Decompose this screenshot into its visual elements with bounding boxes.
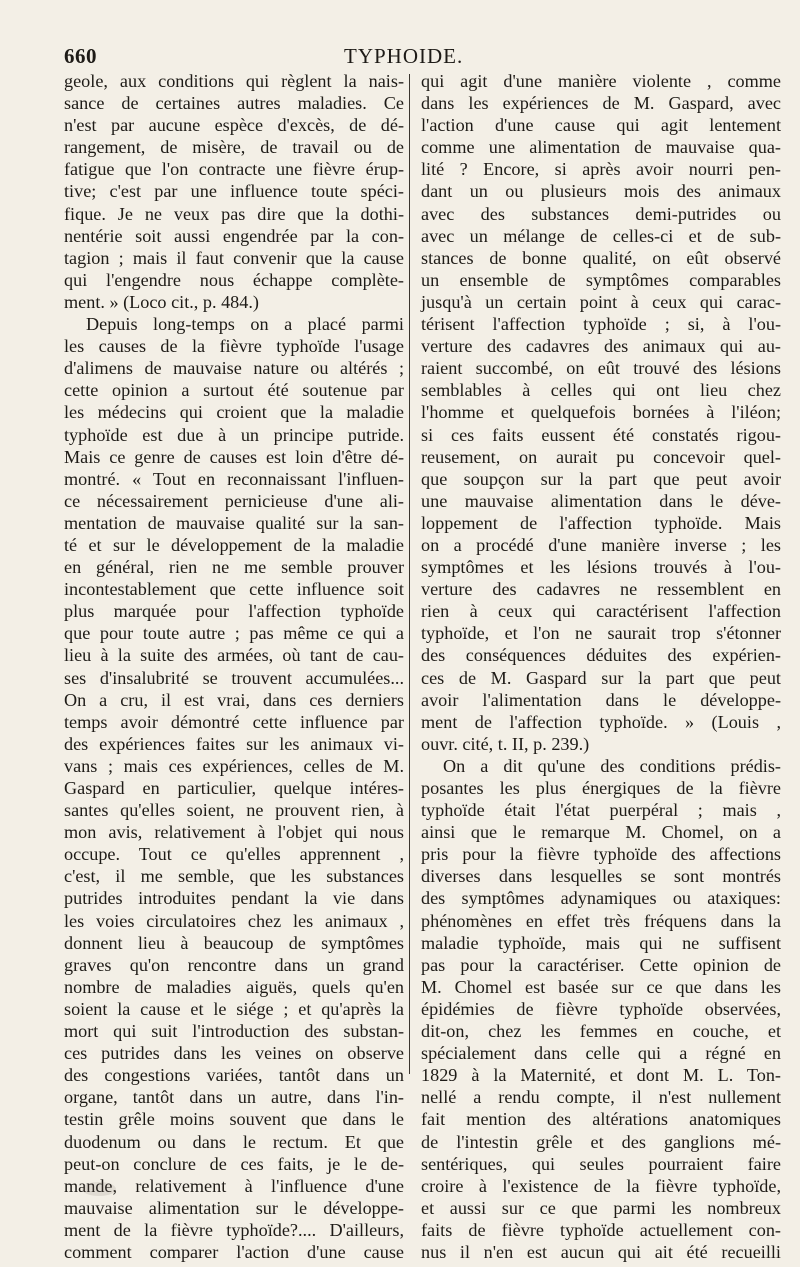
text-line: ces de M. Gaspard sur la part que peut	[421, 667, 781, 688]
text-line: ment de la fièvre typhoïde?.... D'ailleurs,	[64, 1219, 404, 1240]
text-line: de l'intestin grêle et des ganglions mé-	[421, 1131, 781, 1152]
text-line: dit-on, chez les femmes en couche, et	[421, 1021, 781, 1042]
text-line: rangement, de misère, de travail ou de	[64, 137, 404, 158]
right-text-column	[421, 70, 781, 1263]
text-line: maladie typhoïde, mais qui ne suffisent	[421, 932, 781, 953]
text-line: nentérie soit aussi engendrée par la con-	[64, 225, 404, 246]
text-line: ces putrides dans les veines on observe	[64, 1043, 404, 1064]
text-line: sance de certaines autres maladies. Ce	[64, 93, 404, 114]
text-line: ment de l'affection typhoïde. » (Louis ,	[421, 711, 781, 732]
text-line: phénomènes en effet très fréquens dans la	[421, 910, 781, 931]
text-line: et aussi sur ce que parmi les nombreux	[421, 1197, 781, 1218]
text-line: putrides introduites pendant la vie dans	[64, 888, 404, 909]
text-line: dans les expériences de M. Gaspard, avec	[421, 93, 781, 114]
column-divider	[409, 74, 410, 1074]
text-line: rien à ceux qui caractérisent l'affection	[421, 601, 781, 622]
text-line: si ces faits eussent été constatés rigou-	[421, 424, 781, 445]
text-line: symptômes et les lésions trouvés à l'ou-	[421, 557, 781, 578]
text-line: peut-on conclure de ces faits, je le de-	[64, 1153, 404, 1174]
text-line: croire à l'existence de la fièvre typhoïde,	[421, 1175, 781, 1196]
text-line: mon avis, relativement à l'objet qui nous	[64, 822, 404, 843]
text-line: occupe. Tout ce qu'elles apprennent ,	[64, 844, 404, 865]
text-line: c'est, il me semble, que les substances	[64, 866, 404, 887]
text-line: ses d'insalubrité se trouvent accumulées...	[64, 667, 404, 688]
text-line: tive; c'est par une influence toute spéci-	[64, 181, 404, 202]
text-line: qui agit d'une manière violente , comme	[421, 71, 781, 91]
text-line: en général, rien ne me semble prouver	[64, 557, 404, 578]
text-line: posantes les plus énergiques de la fièvre	[421, 778, 781, 798]
text-line: vans ; mais ces expériences, celles de M.	[64, 755, 404, 776]
text-line: typhoïde, et l'on ne saurait trop s'étonner	[421, 623, 781, 644]
text-line: verture des cadavres ne ressemblent en	[421, 579, 781, 600]
text-line: M. Chomel est basée sur ce que dans les	[421, 976, 781, 997]
text-line: mort qui suit l'introduction des substan-	[64, 1021, 404, 1042]
text-line: ainsi que le remarque M. Chomel, on a	[421, 822, 781, 843]
text-line: que pour toute autre ; pas même ce qui a	[64, 623, 404, 644]
text-line: On a cru, il est vrai, dans ces derniers	[64, 689, 404, 710]
text-line: ce nécessairement pernicieuse d'une ali-	[64, 490, 404, 511]
text-line: les causes de la fièvre typhoïde l'usage	[64, 336, 404, 357]
text-line: faits de fièvre typhoïde actuellement con-	[421, 1219, 781, 1240]
text-line: fatigue que l'on contracte une fièvre érup-	[64, 159, 404, 180]
text-line: semblables à celles qui ont lieu chez	[421, 380, 781, 401]
text-line: plus marquée pour l'affection typhoïde	[64, 601, 404, 622]
text-line: Mais ce genre de causes est loin d'être dé-	[64, 446, 404, 467]
text-line: On a dit qu'une des conditions prédis-	[443, 755, 781, 776]
text-line: temps avoir démontré cette influence par	[64, 711, 404, 732]
text-line: pas pour la caractériser. Cette opinion de	[421, 954, 781, 975]
text-line: loppement de l'affection typhoïde. Mais	[421, 512, 781, 533]
text-line: n'est par aucune espèce d'excès, de dé-	[64, 115, 404, 136]
page-header	[64, 44, 784, 70]
text-line: fique. Je ne veux pas dire que la dothi-	[64, 203, 404, 224]
text-line: l'action d'une cause qui agit lentement	[421, 115, 781, 136]
text-line: cette opinion a surtout été soutenue par	[64, 380, 404, 401]
text-line: d'alimens de mauvaise nature ou altérés ;	[64, 358, 404, 379]
text-line: typhoïde était l'état puerpéral ; mais ,	[421, 800, 781, 821]
text-line: jusqu'à un certain point à ceux qui carac-	[421, 291, 781, 312]
text-line: nellé a rendu compte, il n'est nullement	[421, 1087, 781, 1108]
text-line: mentation de mauvaise qualité sur la san-	[64, 512, 404, 533]
ink-smudge	[82, 1182, 116, 1196]
text-line: qui l'engendre nous échappe complète-	[64, 269, 404, 290]
text-line: avec un mélange de celles-ci et de sub-	[421, 225, 781, 246]
text-line: des conséquences déduites des expérien-	[421, 645, 781, 666]
text-line: avec des substances demi-putrides ou	[421, 203, 781, 224]
text-line: lité ? Encore, si après avoir nourri pen-	[421, 159, 781, 180]
text-line: mande, relativement à l'influence d'une	[64, 1175, 404, 1196]
left-text-column	[64, 70, 404, 1263]
text-line: soient la cause et le siége ; et qu'après la	[64, 998, 404, 1019]
page-number: 660	[64, 44, 97, 68]
text-line: mauvaise alimentation sur le développe-	[64, 1197, 404, 1218]
text-line: diverses dans lesquelles se sont montrés	[421, 866, 781, 887]
text-line: on a procédé d'une manière inverse ; les	[421, 534, 781, 555]
text-line: stances de bonne qualité, on eût observé	[421, 247, 781, 268]
text-line: que soupçon sur la part que peut avoir	[421, 468, 781, 489]
text-line: Gaspard en particulier, quelque intéres-	[64, 778, 404, 798]
text-line: comment comparer l'action d'une cause	[64, 1241, 404, 1262]
text-line: nombre de maladies aiguës, quels qu'en	[64, 976, 404, 997]
text-line: ment. » (Loco cit., p. 484.)	[64, 291, 259, 312]
text-line: térisent l'affection typhoïde ; si, à l'ou-	[421, 314, 781, 335]
running-head: TYPHOIDE.	[344, 44, 464, 68]
text-line: Depuis long-temps on a placé parmi	[86, 314, 404, 335]
text-line: graves qu'on rencontre dans un grand	[64, 954, 404, 975]
text-line: typhoïde est due à un principe putride.	[64, 424, 404, 445]
text-line: dant un ou plusieurs mois des animaux	[421, 181, 781, 202]
text-line: organe, tantôt dans un autre, dans l'in-	[64, 1087, 404, 1108]
text-line: reusement, on aurait pu concevoir quel-	[421, 446, 781, 467]
text-line: les voies circulatoires chez les animaux ,	[64, 910, 404, 931]
text-line: comme une alimentation de mauvaise qua-	[421, 137, 781, 158]
text-line: incontestablement que cette influence soit	[64, 579, 404, 600]
text-line: santes qu'elles soient, ne prouvent rien, à	[64, 800, 404, 821]
text-line: un ensemble de symptômes comparables	[421, 269, 781, 290]
text-line: tagion ; mais il faut convenir que la cause	[64, 247, 404, 268]
text-line: 1829 à la Maternité, et dont M. L. Ton-	[421, 1065, 781, 1086]
text-line: avoir l'alimentation dans le développe-	[421, 689, 781, 710]
text-line: testin grêle moins souvent que dans le	[64, 1109, 404, 1130]
text-line: les médecins qui croient que la maladie	[64, 402, 404, 423]
text-line: fait mention des altérations anatomiques	[421, 1109, 781, 1130]
text-line: donnent lieu à beaucoup de symptômes	[64, 932, 404, 953]
text-line: sentériques, qui seules pourraient faire	[421, 1153, 781, 1174]
text-line: duodenum ou dans le rectum. Et que	[64, 1131, 404, 1152]
text-line: verture des cadavres des animaux qui au-	[421, 336, 781, 357]
text-line: spécialement dans celle qui a régné en	[421, 1043, 781, 1064]
text-line: des expériences faites sur les animaux vi-	[64, 733, 404, 754]
text-line: ouvr. cité, t. II, p. 239.)	[421, 733, 590, 754]
text-line: des congestions variées, tantôt dans un	[64, 1065, 404, 1086]
text-line: nus il n'en est aucun qui ait été recueilli	[421, 1241, 781, 1262]
text-line: pris pour la fièvre typhoïde des affections	[421, 844, 781, 865]
text-line: té et sur le développement de la maladie	[64, 534, 404, 555]
text-line: lieu à la suite des armées, où tant de cau-	[64, 645, 404, 666]
text-line: geole, aux conditions qui règlent la nais-	[64, 71, 404, 91]
text-line: raient succombé, on eût trouvé des lésions	[421, 358, 781, 379]
text-line: montré. « Tout en reconnaissant l'influen-	[64, 468, 404, 489]
text-line: épidémies de fièvre typhoïde observées,	[421, 998, 781, 1019]
text-line: des symptômes adynamiques ou ataxiques:	[421, 888, 781, 909]
text-line: une mauvaise alimentation dans le déve-	[421, 490, 781, 511]
text-line: l'homme et quelquefois bornées à l'iléon;	[421, 402, 781, 423]
